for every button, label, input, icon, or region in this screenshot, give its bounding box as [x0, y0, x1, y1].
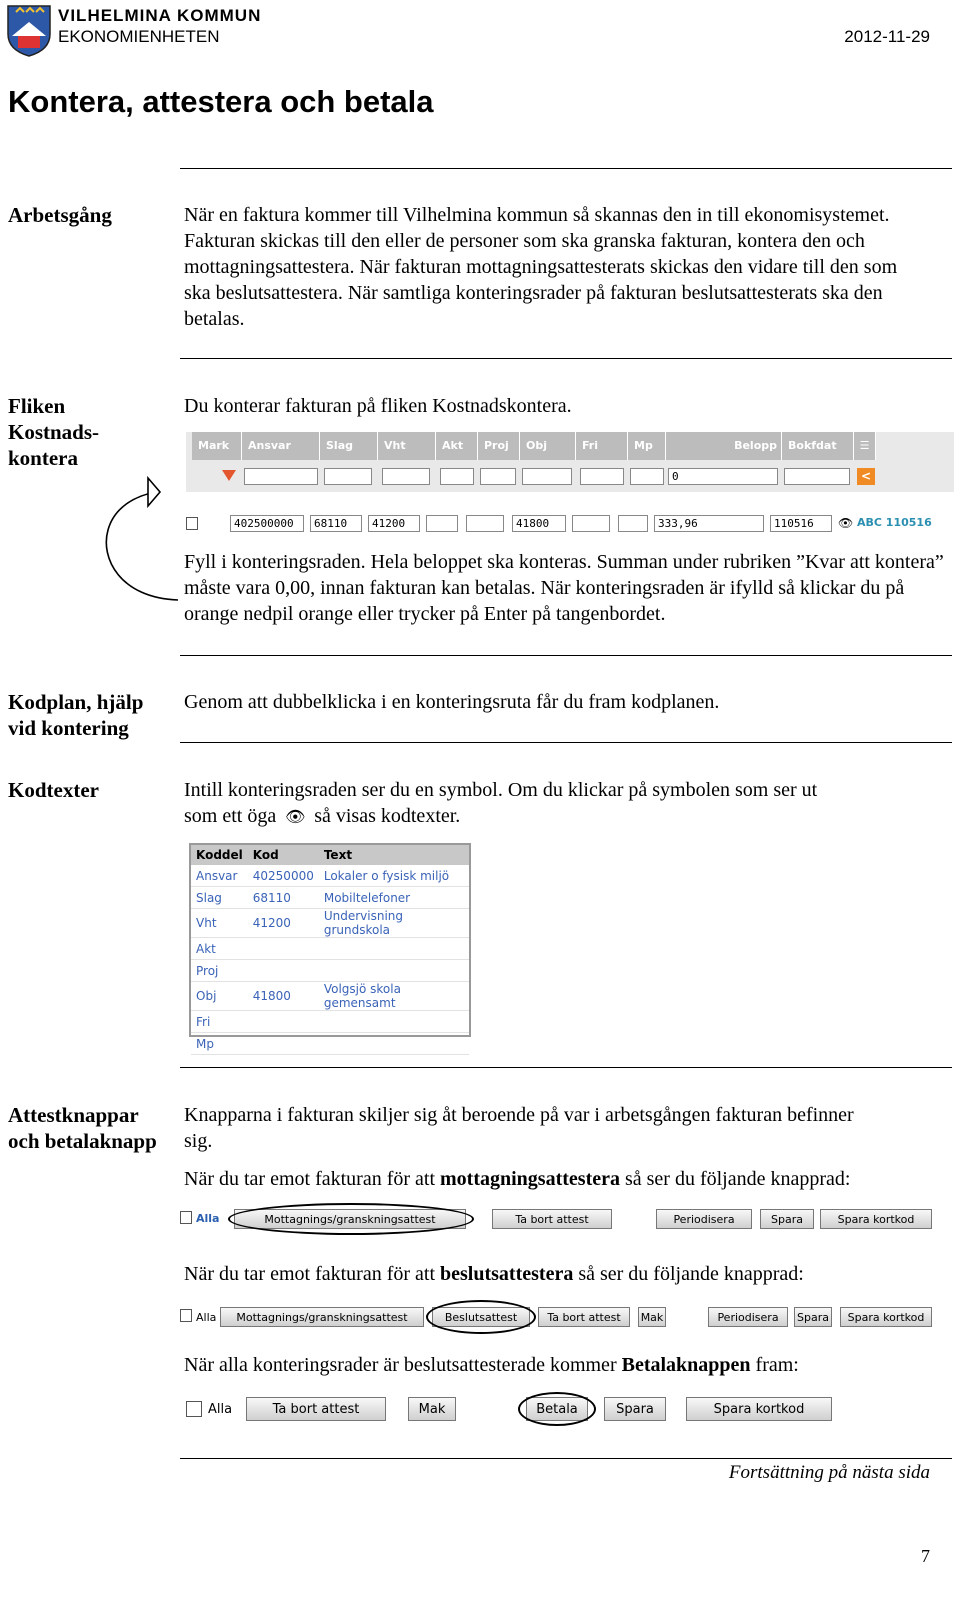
row-field[interactable]: 41800	[512, 515, 566, 532]
continuation-note: Fortsättning på nästa sida	[728, 1462, 930, 1483]
highlight-oval	[426, 1300, 536, 1334]
alla-checkbox[interactable]	[186, 1401, 202, 1417]
text-bold: mottagningsattestera	[440, 1168, 620, 1190]
cell: Volgsjö skola gemensamt	[319, 982, 469, 1011]
mak-button[interactable]: Mak	[408, 1397, 456, 1421]
alla-label: Alla	[208, 1402, 233, 1417]
cell: Ansvar	[191, 865, 248, 887]
document-date: 2012-11-29	[844, 27, 930, 46]
cell	[319, 1011, 469, 1033]
kontera-row	[186, 514, 954, 534]
cell: Akt	[191, 938, 248, 960]
alla-checkbox[interactable]	[180, 1309, 192, 1322]
table-row	[191, 909, 469, 938]
text-part: När du tar emot fakturan för att	[184, 1168, 441, 1190]
cell	[319, 960, 469, 982]
label-line: Kostnads-	[8, 420, 100, 444]
cell: Undervisning grundskola	[319, 909, 469, 938]
text-part: När du tar emot fakturan för att	[184, 1263, 441, 1285]
cell	[248, 1033, 319, 1055]
text-bold: Betalaknappen	[621, 1354, 751, 1376]
fliken-intro: Du konterar fakturan på fliken Kostnadskontera.	[184, 395, 572, 417]
mottagningsattest-button[interactable]: Mottagnings/granskningsattest	[234, 1209, 466, 1229]
kontera-input[interactable]	[630, 468, 664, 485]
row-field[interactable]	[572, 515, 610, 532]
grid-icon[interactable]: ☰	[854, 432, 876, 460]
col-header: Bokfdat	[782, 432, 854, 460]
col-header: Slag	[320, 432, 378, 460]
mottagningsattest-button[interactable]: Mottagnings/granskningsattest	[220, 1307, 424, 1327]
kontera-input[interactable]	[522, 468, 572, 485]
orange-enter-arrow-icon[interactable]: <	[857, 468, 875, 485]
attest-text-1: Knapparna i fakturan skiljer sig åt beroende på var i arbetsgången fakturan befinner sig.	[184, 1104, 854, 1152]
cell: Mp	[191, 1033, 248, 1055]
button-row-betala	[186, 1396, 886, 1422]
kodplan-text: Genom att dubbelklicka i en konteringsruta får du fram kodplanen.	[184, 691, 720, 713]
eye-icon[interactable]: 👁	[838, 516, 854, 530]
cell: Slag	[191, 887, 248, 909]
eye-icon: 👁	[285, 809, 306, 826]
periodisera-button[interactable]: Periodisera	[708, 1307, 788, 1327]
highlight-oval	[518, 1392, 596, 1426]
orange-down-arrow-icon[interactable]	[222, 470, 236, 481]
row-field[interactable]: 68110	[310, 515, 362, 532]
divider	[180, 358, 952, 359]
attest-betala-text	[184, 1352, 954, 1378]
section-label-arbetsgang: Arbetsgång	[8, 203, 112, 227]
cell	[319, 1033, 469, 1055]
cell: 68110	[248, 887, 319, 909]
section-label-attest	[8, 1102, 178, 1154]
text-part: så ser du följande knapprad:	[573, 1263, 804, 1285]
spara-kortkod-button[interactable]: Spara kortkod	[686, 1397, 832, 1421]
label-line: vid kontering	[8, 716, 129, 740]
kodtexter-text-1: Intill konteringsraden ser du en symbol. Om du klickar på symbolen som ser ut	[184, 779, 818, 801]
cell: Lokaler o fysisk miljö	[319, 865, 469, 887]
ta-bort-attest-button[interactable]: Ta bort attest	[492, 1209, 612, 1229]
text-part: så visas kodtexter.	[314, 805, 461, 827]
spara-kortkod-button[interactable]: Spara kortkod	[840, 1307, 932, 1327]
spara-kortkod-button[interactable]: Spara kortkod	[820, 1209, 932, 1229]
spara-button[interactable]: Spara	[604, 1397, 666, 1421]
cell: Fri	[191, 1011, 248, 1033]
kontera-input[interactable]	[244, 468, 318, 485]
ta-bort-attest-button[interactable]: Ta bort attest	[246, 1397, 386, 1421]
label-line: och betalaknapp	[8, 1129, 157, 1153]
divider	[180, 168, 952, 169]
page-title: Kontera, attestera och betala	[8, 84, 434, 119]
row-field[interactable]: 41200	[368, 515, 420, 532]
periodisera-button[interactable]: Periodisera	[656, 1209, 752, 1229]
col-header: Obj	[520, 432, 576, 460]
text-part: När alla konteringsrader är beslutsattesterade kommer	[184, 1354, 622, 1376]
kontera-input[interactable]	[480, 468, 516, 485]
col-header: Koddel	[191, 845, 248, 865]
col-header: Text	[319, 845, 469, 865]
section-label-fliken	[8, 393, 178, 471]
col-header: Vht	[378, 432, 436, 460]
table-row	[191, 1033, 469, 1055]
col-header: Mark	[192, 432, 242, 460]
cell: 41200	[248, 909, 319, 938]
row-field[interactable]: 402500000	[230, 515, 304, 532]
cell	[319, 938, 469, 960]
table-row	[191, 1011, 469, 1033]
ta-bort-attest-button[interactable]: Ta bort attest	[538, 1307, 630, 1327]
cell	[248, 938, 319, 960]
cell	[248, 960, 319, 982]
row-field[interactable]	[618, 515, 648, 532]
table-row	[191, 938, 469, 960]
divider	[180, 1067, 952, 1068]
col-header: Fri	[576, 432, 628, 460]
col-header: Belopp	[666, 432, 782, 460]
spara-button[interactable]: Spara	[760, 1209, 814, 1229]
highlight-oval	[228, 1203, 474, 1235]
label-line: Fliken	[8, 394, 66, 418]
bokfdat-input[interactable]	[784, 468, 850, 485]
org-name: VILHELMINA KOMMUN	[58, 6, 262, 25]
row-field[interactable]: 110516	[770, 515, 832, 532]
divider	[180, 655, 952, 656]
kontera-input[interactable]	[382, 468, 430, 485]
row-field[interactable]	[466, 515, 504, 532]
alla-label: Alla	[196, 1311, 217, 1324]
kontera-input[interactable]	[580, 468, 624, 485]
cell: Mobiltelefoner	[319, 887, 469, 909]
org-department: EKONOMIENHETEN	[58, 27, 220, 46]
button-row-mottagning	[180, 1208, 940, 1230]
mak-button[interactable]: Mak	[638, 1307, 666, 1327]
page-number: 7	[921, 1546, 930, 1566]
text-part: som ett öga	[184, 805, 277, 827]
text-part: så ser du följande knapprad:	[619, 1168, 851, 1190]
section-label-kodtexter: Kodtexter	[8, 778, 99, 802]
spara-button[interactable]: Spara	[794, 1307, 832, 1327]
cell: Obj	[191, 982, 248, 1011]
label-line: Attestknappar	[8, 1103, 139, 1127]
table-row	[191, 982, 469, 1011]
table-row	[191, 865, 469, 887]
cell: 41800	[248, 982, 319, 1011]
alla-checkbox[interactable]	[180, 1211, 192, 1224]
label-line: Kodplan, hjälp	[8, 690, 144, 714]
kodtexter-text-2	[184, 803, 954, 831]
municipality-logo	[6, 4, 52, 58]
col-header: Akt	[436, 432, 478, 460]
row-tag: ABC 110516	[857, 516, 932, 529]
betala-button[interactable]: Betala	[526, 1397, 588, 1421]
section-label-kodplan	[8, 689, 178, 741]
col-header: Mp	[628, 432, 666, 460]
text-part: fram:	[750, 1354, 799, 1376]
cell: 40250000	[248, 865, 319, 887]
divider	[180, 1458, 952, 1459]
row-field[interactable]: 333,96	[654, 515, 764, 532]
beslutsattest-button[interactable]: Beslutsattest	[432, 1307, 530, 1327]
label-line: kontera	[8, 446, 78, 470]
fliken-text: Fyll i konteringsraden. Hela beloppet ska konteras. Summan under rubriken ”Kvar att kontera” måste vara 0,00, innan fakturan kan betalas. När konteringsraden är ifylld så klickar du på orange nedpil orange eller trycker på Enter på tangenbordet.	[184, 551, 944, 625]
curved-arrow-icon	[100, 468, 184, 608]
table-row	[191, 960, 469, 982]
col-header: Kod	[248, 845, 319, 865]
row-checkbox[interactable]	[186, 517, 198, 530]
col-header: Ansvar	[242, 432, 320, 460]
kontera-input[interactable]	[324, 468, 372, 485]
cell: Proj	[191, 960, 248, 982]
arbetsgang-text: När en faktura kommer till Vilhelmina kommun så skannas den in till ekonomisystemet. Fakturan skickas till den eller de personer som ska granska fakturan, kontera den och mottagningsattestera. När fakturan mottagningsattesterats skickas den vidare till den som ska beslutsattestera. När samtliga konteringsrader på fakturan beslutsattesterats ska den betalas.	[184, 204, 898, 330]
table-row	[191, 887, 469, 909]
text-bold: beslutsattestera	[440, 1263, 574, 1285]
cell: Vht	[191, 909, 248, 938]
divider	[180, 742, 952, 743]
kontera-input[interactable]	[440, 468, 474, 485]
row-field[interactable]	[426, 515, 458, 532]
kod-table	[189, 843, 471, 1051]
cell	[248, 1011, 319, 1033]
kontera-form	[186, 432, 954, 492]
alla-label: Alla	[196, 1212, 220, 1225]
col-header: Proj	[478, 432, 520, 460]
attest-mott-text	[184, 1166, 954, 1192]
attest-besl-text	[184, 1261, 954, 1287]
button-row-beslut	[180, 1306, 940, 1328]
belopp-input[interactable]: 0	[668, 468, 778, 485]
